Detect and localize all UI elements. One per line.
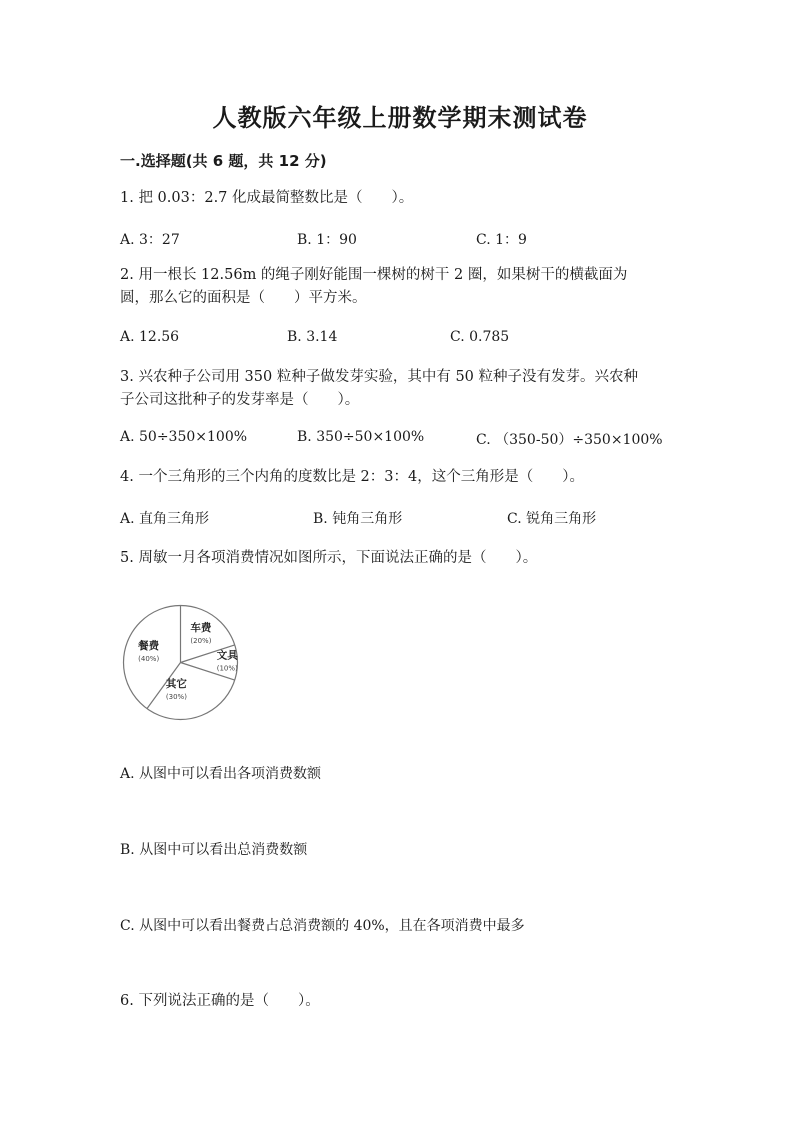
pie-percent-label: (40%) <box>138 654 160 663</box>
question-4-option-a: A. 直角三角形 <box>120 511 210 527</box>
question-2-option-a: A. 12.56 <box>120 329 180 345</box>
question-4-option-b: B. 钝角三角形 <box>313 511 403 527</box>
question-2-line-1: 2. 用一根长 12.56m 的绳子刚好能围一棵树的树干 2 圈，如果树干的横截面为 <box>120 267 628 283</box>
question-2-option-b: B. 3.14 <box>287 329 338 345</box>
question-2-line-2: 圆，那么它的面积是（ ）平方米。 <box>120 290 367 306</box>
question-3-line-1: 3. 兴农种子公司用 350 粒种子做发芽实验，其中有 50 粒种子没有发芽。兴农种 <box>120 369 639 385</box>
pie-category-label: 车费 <box>190 622 212 635</box>
question-1-option-c: C. 1：9 <box>476 232 527 248</box>
question-5-option-a: A. 从图中可以看出各项消费数额 <box>120 766 322 782</box>
question-3-option-b: B. 350÷50×100% <box>297 429 425 445</box>
pie-percent-label: (30%) <box>165 692 187 701</box>
question-6-line-1: 6. 下列说法正确的是（ ）。 <box>120 993 320 1009</box>
question-4-line-1: 4. 一个三角形的三个内角的度数比是 2：3：4，这个三角形是（ ）。 <box>120 469 584 485</box>
section-heading: 一.选择题(共 6 题，共 12 分) <box>120 152 327 170</box>
consumption-pie-chart <box>118 600 243 725</box>
question-3-option-a: A. 50÷350×100% <box>120 429 248 445</box>
pie-category-label: 餐费 <box>138 639 160 652</box>
pie-percent-label: (10%) <box>216 664 238 673</box>
question-3-line-2: 子公司这批种子的发芽率是（ ）。 <box>120 392 360 408</box>
question-4-option-c: C. 锐角三角形 <box>507 511 597 527</box>
question-3-option-c: C. （350-50）÷350×100% <box>476 432 663 448</box>
question-1-option-b: B. 1：90 <box>297 232 357 248</box>
pie-category-label: 其它 <box>165 677 187 690</box>
question-1-line-1: 1. 把 0.03：2.7 化成最简整数比是（ ）。 <box>120 190 414 206</box>
question-2-option-c: C. 0.785 <box>450 329 510 345</box>
page-title: 人教版六年级上册数学期末测试卷 <box>212 104 588 132</box>
question-5-option-c: C. 从图中可以看出餐费占总消费额的 40%，且在各项消费中最多 <box>120 918 525 934</box>
question-5-option-b: B. 从图中可以看出总消费数额 <box>120 842 308 858</box>
question-1-option-a: A. 3：27 <box>120 232 180 248</box>
question-5-line-1: 5. 周敏一月各项消费情况如图所示，下面说法正确的是（ ）。 <box>120 550 538 566</box>
pie-category-label: 文具 <box>216 649 238 662</box>
pie-percent-label: (20%) <box>190 637 212 646</box>
